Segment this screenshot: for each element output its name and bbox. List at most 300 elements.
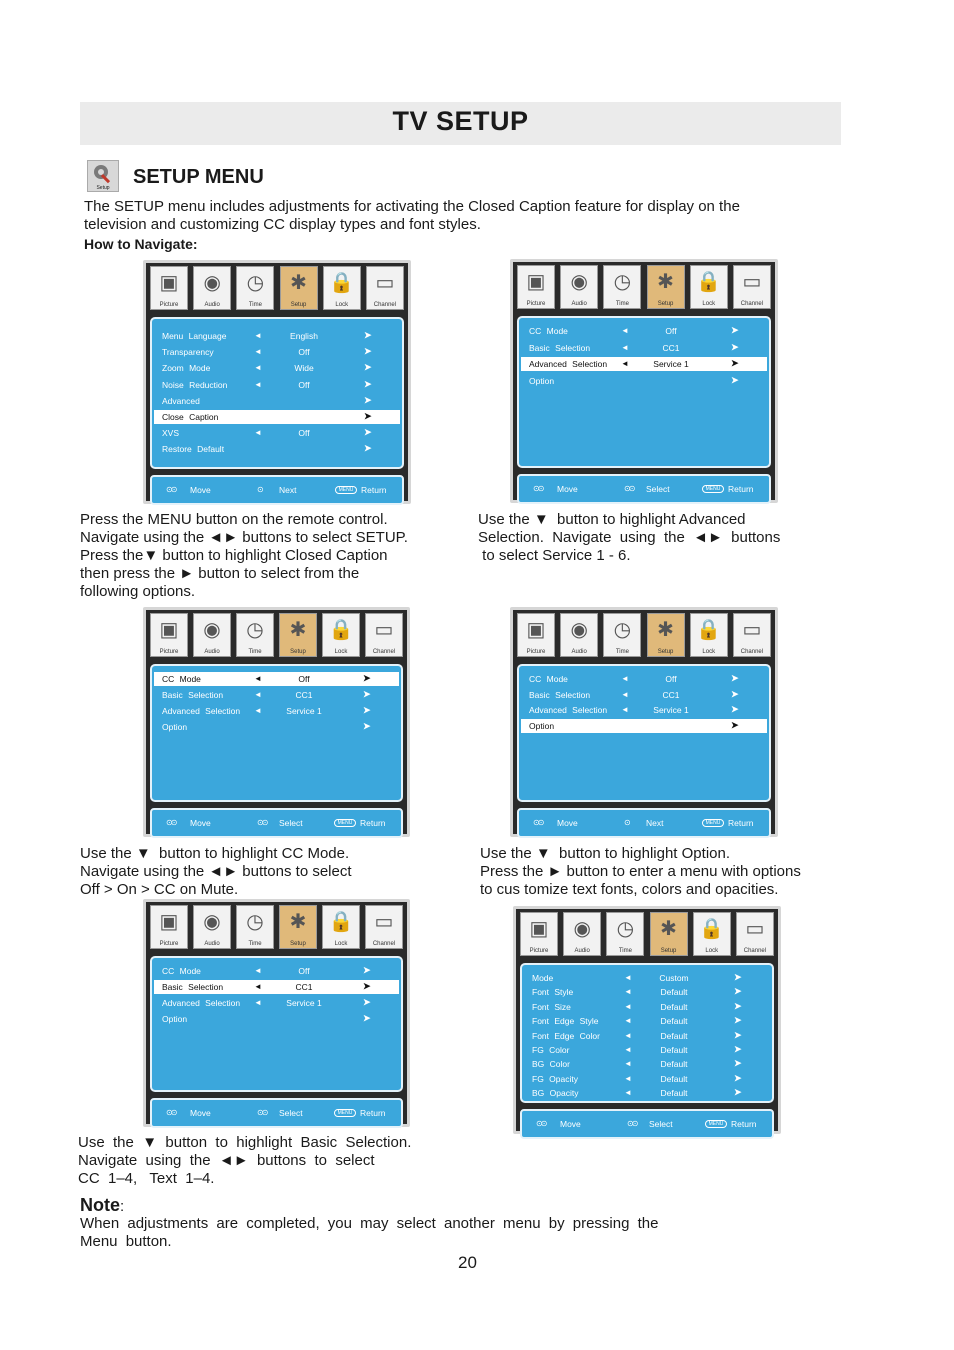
- menu-row-value: CC1: [662, 342, 680, 353]
- right-arrow-icon[interactable]: ➤: [364, 362, 372, 373]
- channel-icon: ▭: [742, 619, 762, 641]
- menu-tab-bar: [517, 265, 771, 312]
- menu-row[interactable]: [154, 704, 399, 718]
- setup-icon: ✱: [290, 272, 307, 294]
- left-arrow-icon[interactable]: ◄: [624, 1045, 632, 1054]
- menu-row[interactable]: [154, 980, 399, 994]
- tab-label: Channel: [372, 941, 396, 947]
- left-arrow-icon[interactable]: ◄: [624, 973, 632, 982]
- time-icon: ◷: [613, 271, 632, 293]
- channel-icon: ▭: [375, 272, 395, 294]
- right-arrow-icon[interactable]: ➤: [734, 986, 742, 997]
- menu-row-label: Mode: [532, 973, 554, 983]
- tab-label: Time: [618, 948, 632, 954]
- menu-row-label: Close Caption: [162, 412, 219, 422]
- right-arrow-icon[interactable]: ➤: [363, 689, 371, 699]
- menu-row[interactable]: [154, 672, 399, 686]
- tab-setup[interactable]: [647, 613, 685, 657]
- tab-picture[interactable]: [517, 613, 555, 657]
- left-arrow-icon[interactable]: ◄: [254, 966, 262, 975]
- footer-action-label: Select: [649, 1119, 673, 1129]
- tab-label: Audio: [574, 948, 590, 954]
- menu-key-badge: MENU: [702, 819, 724, 827]
- menu-row[interactable]: [521, 688, 767, 702]
- left-arrow-icon[interactable]: ◄: [254, 347, 262, 357]
- tab-label: Channel: [743, 948, 767, 954]
- move-arrows-icon: ⊙⊙: [166, 485, 176, 494]
- tab-setup[interactable]: [279, 905, 317, 949]
- footer-action-label: Select: [279, 818, 303, 828]
- picture-icon: ▣: [529, 918, 549, 940]
- audio-icon: ◉: [203, 911, 221, 933]
- tab-label: Lock: [334, 941, 348, 947]
- tab-label: Picture: [526, 301, 546, 307]
- menu-row[interactable]: [521, 374, 767, 388]
- tab-label: Picture: [529, 948, 549, 954]
- section-title: SETUP MENU: [133, 166, 264, 188]
- right-arrow-icon[interactable]: ➤: [364, 427, 372, 438]
- tab-label: Setup: [657, 301, 674, 307]
- tv-menu-screen-advanced-selection: [510, 259, 778, 503]
- footer-return-label: Return: [731, 1119, 757, 1129]
- move-arrows-icon: ⊙⊙: [536, 1119, 546, 1128]
- left-arrow-icon[interactable]: ◄: [254, 379, 262, 389]
- menu-footer: [150, 1098, 403, 1128]
- tab-time[interactable]: [603, 613, 641, 657]
- footer-action-label: Next: [279, 485, 297, 495]
- audio-icon: ◉: [573, 918, 591, 940]
- note-heading: Note:: [80, 1195, 125, 1215]
- move-arrows-icon: ⊙⊙: [166, 1108, 176, 1117]
- tab-label: Setup: [290, 649, 306, 655]
- footer-return-label: Return: [360, 1108, 386, 1118]
- right-arrow-icon[interactable]: ➤: [734, 1000, 742, 1011]
- tv-menu-screen-option: [510, 607, 778, 837]
- right-arrow-icon[interactable]: ➤: [731, 325, 739, 335]
- menu-row-value: Custom: [659, 973, 689, 983]
- menu-row[interactable]: [154, 1012, 399, 1026]
- menu-row[interactable]: [521, 357, 767, 371]
- lock-icon: 🔒: [328, 619, 354, 641]
- left-arrow-icon[interactable]: ◄: [254, 363, 262, 373]
- title-bar: [80, 102, 841, 145]
- menu-row-value: Default: [660, 1088, 688, 1099]
- left-arrow-icon[interactable]: ◄: [621, 689, 629, 699]
- tab-picture[interactable]: [520, 912, 558, 956]
- tab-label: Time: [248, 941, 262, 947]
- right-arrow-icon[interactable]: ➤: [734, 1087, 742, 1098]
- left-arrow-icon[interactable]: ◄: [254, 428, 262, 438]
- tab-label: Channel: [373, 302, 397, 308]
- tab-label: Time: [248, 302, 262, 308]
- tab-channel[interactable]: [736, 912, 774, 956]
- right-arrow-icon[interactable]: ➤: [364, 330, 372, 340]
- menu-row-label: CC Mode: [529, 326, 568, 336]
- tab-label: Setup: [660, 948, 677, 954]
- menu-row[interactable]: [154, 361, 400, 375]
- menu-row-value: Default: [660, 1059, 688, 1070]
- menu-row-value: Default: [660, 1016, 688, 1027]
- tab-setup[interactable]: [650, 912, 688, 956]
- menu-key-badge: MENU: [334, 1109, 356, 1117]
- left-arrow-icon[interactable]: ◄: [624, 1073, 632, 1083]
- menu-row-label: Font Style: [532, 987, 574, 998]
- setup-icon: ✱: [289, 911, 307, 933]
- menu-footer: [520, 1109, 774, 1139]
- menu-row[interactable]: [524, 1057, 770, 1071]
- menu-row-value: Off: [298, 347, 310, 358]
- menu-row-value: Service 1: [286, 998, 322, 1008]
- menu-row-value: Off: [665, 674, 677, 684]
- right-arrow-icon[interactable]: ➤: [731, 704, 739, 714]
- tab-time[interactable]: [236, 613, 274, 657]
- menu-row[interactable]: [524, 1029, 770, 1043]
- right-arrow-icon[interactable]: ➤: [731, 673, 739, 683]
- tab-label: Audio: [204, 941, 220, 947]
- menu-row-label: Font Edge Style: [532, 1016, 599, 1027]
- menu-row-label: FG Color: [532, 1045, 570, 1055]
- menu-row[interactable]: [154, 426, 400, 440]
- tab-time[interactable]: [603, 265, 641, 309]
- audio-icon: ◉: [203, 619, 221, 641]
- instruction-cc-mode: Use the ▼ button to highlight CC Mode. Navigate using the ◄► buttons to select Off > On > CC on Mute.: [80, 845, 352, 898]
- right-arrow-icon[interactable]: ➤: [364, 346, 372, 357]
- menu-row[interactable]: [524, 1000, 770, 1014]
- time-icon: ◷: [613, 619, 632, 641]
- tab-label: Time: [248, 649, 262, 655]
- footer-move-label: Move: [190, 818, 211, 828]
- tab-label: Lock: [705, 948, 719, 954]
- select-arrows-icon: ⊙⊙: [627, 1119, 637, 1128]
- lock-icon: 🔒: [328, 911, 354, 933]
- tab-audio[interactable]: [193, 613, 231, 657]
- menu-row-value: Default: [660, 1073, 688, 1084]
- channel-icon: ▭: [374, 911, 394, 933]
- left-arrow-icon[interactable]: ◄: [624, 1001, 632, 1011]
- right-arrow-icon[interactable]: ➤: [363, 997, 371, 1007]
- intro-paragraph: The SETUP menu includes adjustments for activating the Closed Caption feature for display on the television and customizing CC display types and font styles.: [84, 198, 740, 233]
- tab-channel[interactable]: [365, 905, 403, 949]
- menu-row[interactable]: [521, 324, 767, 338]
- tab-label: Time: [615, 649, 629, 655]
- menu-row[interactable]: [524, 1043, 770, 1057]
- tab-setup[interactable]: [279, 613, 317, 657]
- footer-action-label: Select: [279, 1108, 303, 1118]
- tab-label: Audio: [204, 649, 220, 655]
- left-arrow-icon[interactable]: ◄: [624, 1016, 632, 1026]
- left-arrow-icon[interactable]: ◄: [624, 1059, 632, 1069]
- tab-label: Picture: [159, 941, 179, 947]
- time-icon: ◷: [246, 911, 264, 933]
- right-arrow-icon[interactable]: ➤: [364, 378, 372, 389]
- left-arrow-icon[interactable]: ◄: [621, 326, 629, 335]
- next-arrow-icon: ⊙: [624, 818, 629, 827]
- lock-icon: 🔒: [329, 272, 355, 294]
- left-arrow-icon[interactable]: ◄: [621, 705, 629, 714]
- channel-icon: ▭: [745, 918, 765, 940]
- select-arrows-icon: ⊙⊙: [257, 818, 267, 827]
- menu-key-badge: MENU: [334, 819, 356, 827]
- lock-icon: 🔒: [699, 918, 725, 940]
- left-arrow-icon[interactable]: ◄: [621, 674, 629, 683]
- menu-row-value: Default: [660, 1045, 688, 1055]
- right-arrow-icon[interactable]: ➤: [734, 1058, 742, 1069]
- tab-time[interactable]: [236, 266, 274, 310]
- menu-row-value: Off: [298, 428, 310, 439]
- time-icon: ◷: [246, 619, 264, 641]
- tab-channel[interactable]: [366, 266, 404, 310]
- menu-body: [150, 664, 403, 802]
- menu-row[interactable]: [154, 410, 400, 424]
- tab-label: Channel: [740, 649, 764, 655]
- menu-row[interactable]: [154, 688, 399, 702]
- tab-picture[interactable]: [517, 265, 555, 309]
- right-arrow-icon[interactable]: ➤: [734, 972, 742, 982]
- menu-body: [150, 956, 403, 1092]
- tab-label: Channel: [740, 301, 764, 307]
- menu-body: [517, 664, 771, 802]
- tab-label: Picture: [159, 649, 179, 655]
- setup-icon: ✱: [657, 271, 674, 293]
- left-arrow-icon[interactable]: ◄: [254, 331, 262, 340]
- right-arrow-icon[interactable]: ➤: [734, 1072, 742, 1083]
- lock-icon: 🔒: [696, 619, 722, 641]
- right-arrow-icon[interactable]: ➤: [363, 1013, 371, 1023]
- select-arrows-icon: ⊙⊙: [624, 484, 634, 493]
- audio-icon: ◉: [570, 619, 588, 641]
- footer-return-label: Return: [361, 485, 387, 495]
- tab-lock[interactable]: [693, 912, 731, 956]
- right-arrow-icon[interactable]: ➤: [734, 1015, 742, 1026]
- menu-row[interactable]: [521, 341, 767, 355]
- tab-lock[interactable]: [690, 265, 728, 309]
- setup-icon-label: Setup: [96, 185, 110, 191]
- left-arrow-icon[interactable]: ◄: [254, 982, 262, 991]
- menu-row[interactable]: [521, 719, 767, 733]
- menu-key-badge: MENU: [702, 485, 724, 493]
- menu-row-label: Basic Selection: [162, 690, 224, 700]
- right-arrow-icon[interactable]: ➤: [731, 374, 739, 385]
- menu-row[interactable]: [154, 964, 399, 978]
- menu-row-value: Off: [298, 966, 310, 976]
- move-arrows-icon: ⊙⊙: [533, 484, 543, 493]
- setup-icon: ✱: [289, 619, 307, 641]
- menu-row[interactable]: [154, 329, 400, 343]
- menu-body: [517, 316, 771, 468]
- menu-row-value: Off: [298, 674, 310, 684]
- tab-channel[interactable]: [365, 613, 403, 657]
- right-arrow-icon[interactable]: ➤: [734, 1029, 742, 1040]
- menu-row-label: Basic Selection: [529, 689, 591, 700]
- tab-audio[interactable]: [193, 905, 231, 949]
- right-arrow-icon[interactable]: ➤: [364, 443, 372, 454]
- select-arrows-icon: ⊙⊙: [257, 1108, 267, 1117]
- tab-picture[interactable]: [150, 905, 188, 949]
- menu-row-value: Service 1: [286, 706, 322, 716]
- menu-row-value: Service 1: [653, 359, 689, 369]
- menu-body: [520, 963, 774, 1103]
- menu-row-value: English: [290, 331, 318, 341]
- tab-label: Lock: [702, 649, 716, 655]
- menu-row-value: Service 1: [653, 705, 689, 715]
- right-arrow-icon[interactable]: ➤: [363, 965, 371, 975]
- menu-row-value: CC1: [295, 690, 313, 700]
- menu-row-label: Option: [529, 375, 555, 386]
- tab-lock[interactable]: [322, 905, 360, 949]
- tab-audio[interactable]: [563, 912, 601, 956]
- picture-icon: ▣: [159, 911, 179, 933]
- tab-setup[interactable]: [280, 266, 318, 310]
- audio-icon: ◉: [570, 271, 588, 293]
- right-arrow-icon[interactable]: ➤: [363, 705, 371, 715]
- menu-row-value: Wide: [294, 363, 314, 374]
- left-arrow-icon[interactable]: ◄: [254, 674, 262, 683]
- footer-move-label: Move: [560, 1119, 581, 1129]
- menu-row[interactable]: [524, 1072, 770, 1086]
- tab-label: Audio: [571, 649, 587, 655]
- tab-time[interactable]: [236, 905, 274, 949]
- tab-lock[interactable]: [322, 613, 360, 657]
- footer-move-label: Move: [557, 484, 578, 494]
- menu-row-label: Font Size: [532, 1001, 571, 1012]
- menu-row-label: Advanced Selection: [162, 998, 241, 1008]
- menu-footer: [150, 808, 403, 838]
- menu-row[interactable]: [154, 378, 400, 392]
- tab-label: Audio: [571, 301, 587, 307]
- how-to-navigate-heading: How to Navigate:: [84, 236, 198, 252]
- menu-tab-bar: [517, 613, 771, 660]
- left-arrow-icon[interactable]: ◄: [624, 1030, 632, 1040]
- right-arrow-icon[interactable]: ➤: [731, 688, 739, 699]
- menu-row-label: BG Color: [532, 1059, 570, 1070]
- menu-row-label: FG Opacity: [532, 1073, 578, 1084]
- menu-row-label: Advanced Selection: [529, 705, 608, 715]
- tab-picture[interactable]: [150, 613, 188, 657]
- tab-channel[interactable]: [733, 613, 771, 657]
- footer-move-label: Move: [190, 1108, 211, 1118]
- menu-tab-bar: [150, 266, 404, 313]
- menu-row-label: XVS: [162, 428, 180, 439]
- tab-audio[interactable]: [193, 266, 231, 310]
- menu-row-label: Advanced Selection: [529, 359, 608, 369]
- left-arrow-icon[interactable]: ◄: [254, 998, 262, 1007]
- menu-row[interactable]: [524, 985, 770, 999]
- time-icon: ◷: [616, 918, 635, 940]
- tab-label: Picture: [159, 302, 179, 308]
- menu-row-label: Advanced Selection: [162, 706, 241, 716]
- left-arrow-icon[interactable]: ◄: [621, 342, 629, 352]
- picture-icon: ▣: [159, 272, 179, 294]
- tab-label: Picture: [526, 649, 546, 655]
- menu-row[interactable]: [521, 703, 767, 717]
- tab-time[interactable]: [606, 912, 644, 956]
- menu-row[interactable]: [521, 672, 767, 686]
- page-title: TV SETUP: [392, 106, 529, 136]
- left-arrow-icon[interactable]: ◄: [254, 690, 262, 699]
- left-arrow-icon[interactable]: ◄: [254, 706, 262, 715]
- lock-icon: 🔒: [696, 271, 722, 293]
- menu-row-label: Option: [162, 1014, 188, 1024]
- menu-row[interactable]: [524, 971, 770, 985]
- tab-audio[interactable]: [560, 265, 598, 309]
- tab-audio[interactable]: [560, 613, 598, 657]
- page-number: 20: [458, 1253, 477, 1272]
- menu-row-label: Noise Reduction: [162, 379, 228, 390]
- menu-row-value: Off: [665, 326, 677, 336]
- menu-row[interactable]: [154, 442, 400, 456]
- menu-row-label: Basic Selection: [162, 982, 224, 992]
- audio-icon: ◉: [203, 272, 221, 294]
- tab-label: Channel: [372, 649, 396, 655]
- tab-picture[interactable]: [150, 266, 188, 310]
- tab-label: Setup: [290, 941, 306, 947]
- footer-action-label: Next: [646, 818, 664, 828]
- menu-tab-bar: [150, 905, 403, 952]
- tab-lock[interactable]: [323, 266, 361, 310]
- setup-icon: ✱: [657, 619, 674, 641]
- menu-footer: [150, 475, 404, 505]
- menu-row-label: Font Edge Color: [532, 1030, 600, 1041]
- left-arrow-icon[interactable]: ◄: [621, 359, 629, 368]
- tv-menu-screen-setup: [143, 260, 411, 504]
- left-arrow-icon[interactable]: ◄: [624, 987, 632, 997]
- menu-row[interactable]: [154, 720, 399, 734]
- menu-key-badge: MENU: [705, 1120, 727, 1128]
- tab-label: Lock: [335, 302, 349, 308]
- right-arrow-icon[interactable]: ➤: [364, 411, 372, 421]
- menu-row-label: Option: [162, 722, 188, 732]
- menu-row-label: Advanced: [162, 395, 200, 406]
- menu-row[interactable]: [524, 1086, 770, 1100]
- tab-label: Time: [615, 301, 629, 307]
- right-arrow-icon[interactable]: ➤: [731, 341, 739, 352]
- menu-row-value: Default: [660, 1001, 688, 1012]
- right-arrow-icon[interactable]: ➤: [363, 981, 371, 991]
- footer-move-label: Move: [190, 485, 211, 495]
- menu-row-value: Default: [660, 1030, 688, 1041]
- tv-menu-screen-cc-options: [513, 906, 781, 1134]
- menu-row[interactable]: [524, 1014, 770, 1028]
- footer-action-label: Select: [646, 484, 670, 494]
- menu-footer: [517, 808, 771, 838]
- channel-icon: ▭: [742, 271, 762, 293]
- move-arrows-icon: ⊙⊙: [166, 818, 176, 827]
- right-arrow-icon[interactable]: ➤: [731, 358, 739, 368]
- move-arrows-icon: ⊙⊙: [533, 818, 543, 827]
- instruction-setup: Press the MENU button on the remote control. Navigate using the ◄► buttons to select SETUP. Press the▼ button to highlight Closed Caption then press the ► button to select from the following options.: [80, 511, 408, 600]
- menu-row[interactable]: [154, 345, 400, 359]
- right-arrow-icon[interactable]: ➤: [734, 1044, 742, 1054]
- note-text: When adjustments are completed, you may select another menu by pressing the Menu button.: [80, 1215, 659, 1250]
- right-arrow-icon[interactable]: ➤: [731, 719, 739, 730]
- menu-row[interactable]: [154, 394, 400, 408]
- menu-tab-bar: [520, 912, 774, 959]
- right-arrow-icon[interactable]: ➤: [363, 721, 371, 731]
- menu-row-label: BG Opacity: [532, 1088, 579, 1099]
- tab-lock[interactable]: [690, 613, 728, 657]
- menu-row-label: Option: [529, 720, 555, 731]
- tab-channel[interactable]: [733, 265, 771, 309]
- menu-body: [150, 317, 404, 469]
- tv-menu-screen-cc-mode: [143, 607, 410, 837]
- right-arrow-icon[interactable]: ➤: [363, 673, 371, 683]
- left-arrow-icon[interactable]: ◄: [624, 1088, 632, 1098]
- menu-row[interactable]: [154, 996, 399, 1010]
- tab-setup[interactable]: [647, 265, 685, 309]
- tab-label: Audio: [204, 302, 220, 308]
- menu-row-value: CC1: [295, 982, 313, 992]
- right-arrow-icon[interactable]: ➤: [364, 394, 372, 405]
